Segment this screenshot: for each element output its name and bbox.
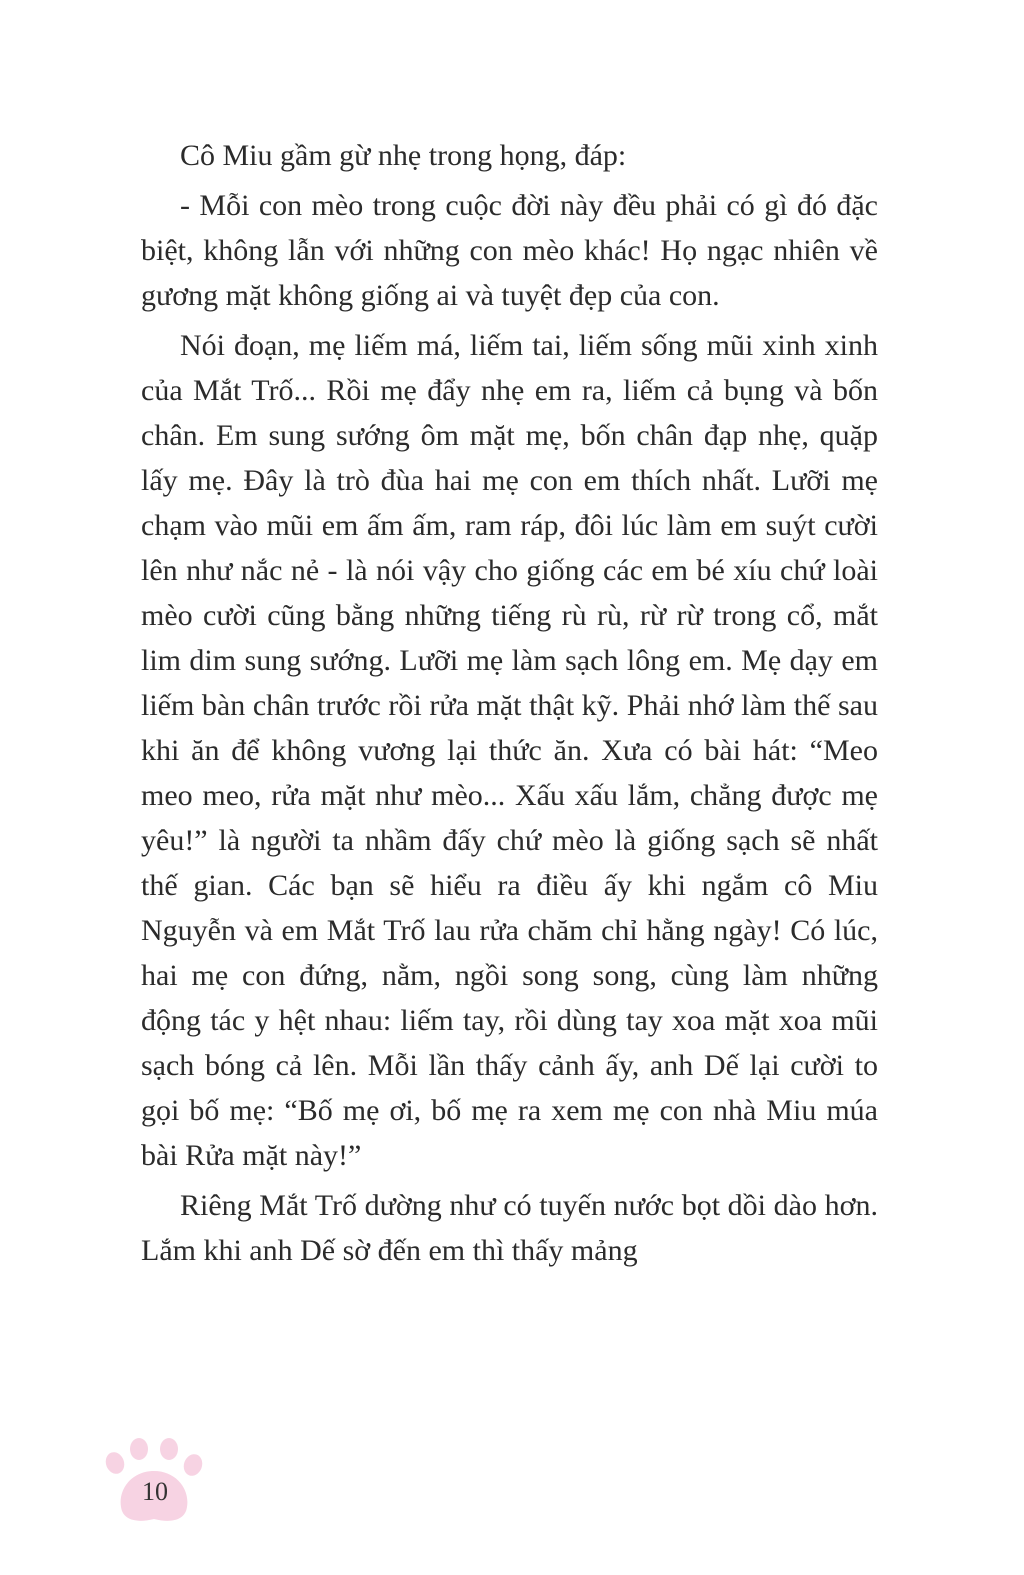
page-body-text — [141, 133, 878, 1278]
page-number: 10 — [142, 1477, 168, 1506]
paragraph-4: Riêng Mắt Trố dường như có tuyến nước bọt dồi dào hơn. Lắm khi anh Dế sờ đến em thì thấy mảng — [141, 1189, 878, 1267]
paragraph-3: Nói đoạn, mẹ liếm má, liếm tai, liếm sống mũi xinh xinh của Mắt Trố... Rồi mẹ đẩy nhẹ em ra, liếm cả bụng và bốn chân. Em sung sướng ôm mặt mẹ, bốn chân đạp nhẹ, quặp lấy mẹ. Đây là trò đùa hai mẹ con em thích nhất. Lưỡi mẹ chạm vào mũi em ấm ấm, ram ráp, đôi lúc làm em suýt cười lên như nắc nẻ - là nói vậy cho giống các em bé xíu chứ loài mèo cười cũng bằng những tiếng rù rù, rừ rừ trong cổ, mắt lim dim sung sướng. Lưỡi mẹ làm sạch lông em. Mẹ dạy em liếm bàn chân trước rồi rửa mặt thật kỹ. Phải nhớ làm thế sau khi ăn để không vương lại thức ăn. Xưa có bài hát: “Meo meo meo, rửa mặt như mèo... Xấu xấu lắm, chẳng được mẹ yêu!” là người ta nhầm đấy chứ mèo là giống sạch sẽ nhất thế gian. Các bạn sẽ hiểu ra điều ấy khi ngắm cô Miu Nguyễn và em Mắt Trố lau rửa chăm chỉ hằng ngày! Có lúc, hai mẹ con đứng, nằm, ngồi song song, cùng làm những động tác y hệt nhau: liếm tay, rồi dùng tay xoa mặt xoa mũi sạch bóng cả lên. Mỗi lần thấy cảnh ấy, anh Dế lại cười to gọi bố mẹ: “Bố mẹ ơi, bố mẹ ra xem mẹ con nhà Miu múa bài Rửa mặt này!” — [141, 329, 878, 1172]
paragraph-1: Cô Miu gầm gừ nhẹ trong họng, đáp: — [180, 139, 627, 172]
paw-toe-mid-right — [160, 1438, 178, 1460]
paragraph-2: - Mỗi con mèo trong cuộc đời này đều phải có gì đó đặc biệt, không lẫn với những con mèo khác! Họ ngạc nhiên về gương mặt không giống ai và tuyệt đẹp của con. — [141, 189, 878, 312]
paw-toe-mid-left — [130, 1438, 148, 1460]
